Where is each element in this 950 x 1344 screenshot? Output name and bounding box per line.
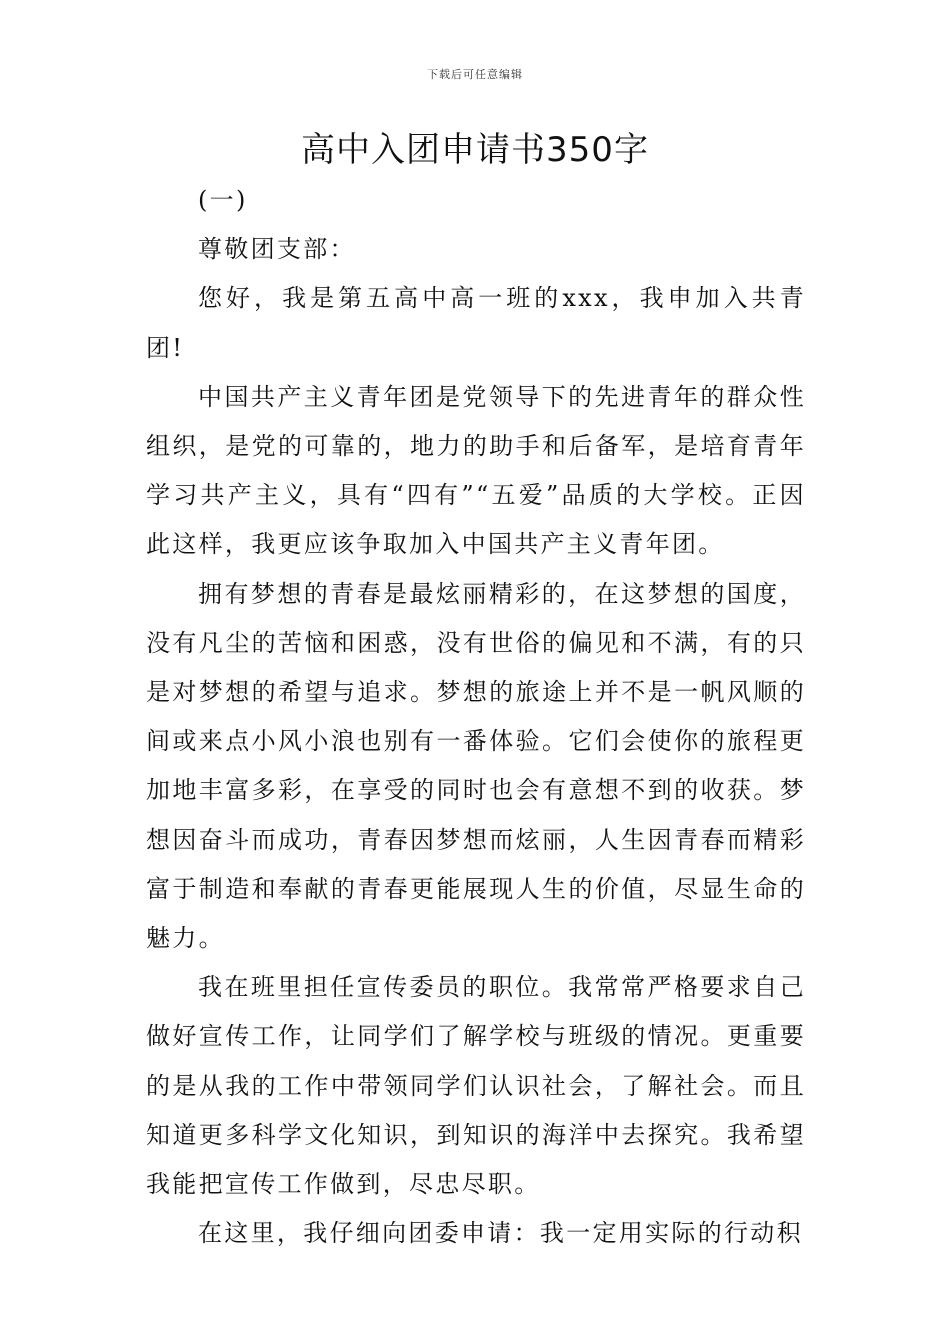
document-title: 高中入团申请书350字 xyxy=(301,130,649,170)
body-paragraph: 在这里，我仔细向团委申请：我一定用实际的行动积 xyxy=(198,1219,803,1248)
greeting-paragraph: 您好，我是第五高中高一班的xxx，我申加入共青团! xyxy=(146,284,806,362)
body-paragraph: 我在班里担任宣传委员的职位。我常常严格要求自己做好宣传工作，让同学们了解学校与班级的情况。更重要的是从我的工作中带领同学们认识社会，了解社会。而且知道更多科学文化知识，到知识的海洋中去探究。我希望我能把宣传工作做到，尽忠尽职。 xyxy=(146,973,806,1199)
download-note: 下载后可任意编辑 xyxy=(427,68,523,81)
body-paragraph: 拥有梦想的青春是最炫丽精彩的，在这梦想的国度，没有凡尘的苦恼和困惑，没有世俗的偏见和不满，有的只是对梦想的希望与追求。梦想的旅途上并不是一帆风顺的间或来点小风小浪也别有一番体验。它们会使你的旅程更加地丰富多彩，在享受的同时也会有意想不到的收获。梦想因奋斗而成功，青春因梦想而炫丽，人生因青春而精彩富于制造和奉献的青春更能展现人生的价值，尽显生命的魅力。 xyxy=(146,579,806,953)
salutation: 尊敬团支部： xyxy=(198,235,356,264)
section-number: (一) xyxy=(198,186,248,214)
document-body xyxy=(146,176,806,1258)
body-paragraph: 中国共产主义青年团是党领导下的先进青年的群众性组织，是党的可靠的，地力的助手和后备军，是培育青年学习共产主义，具有“四有”“五爱”品质的大学校。正因此这样，我更应该争取加入中国共产主义青年团。 xyxy=(146,382,806,559)
